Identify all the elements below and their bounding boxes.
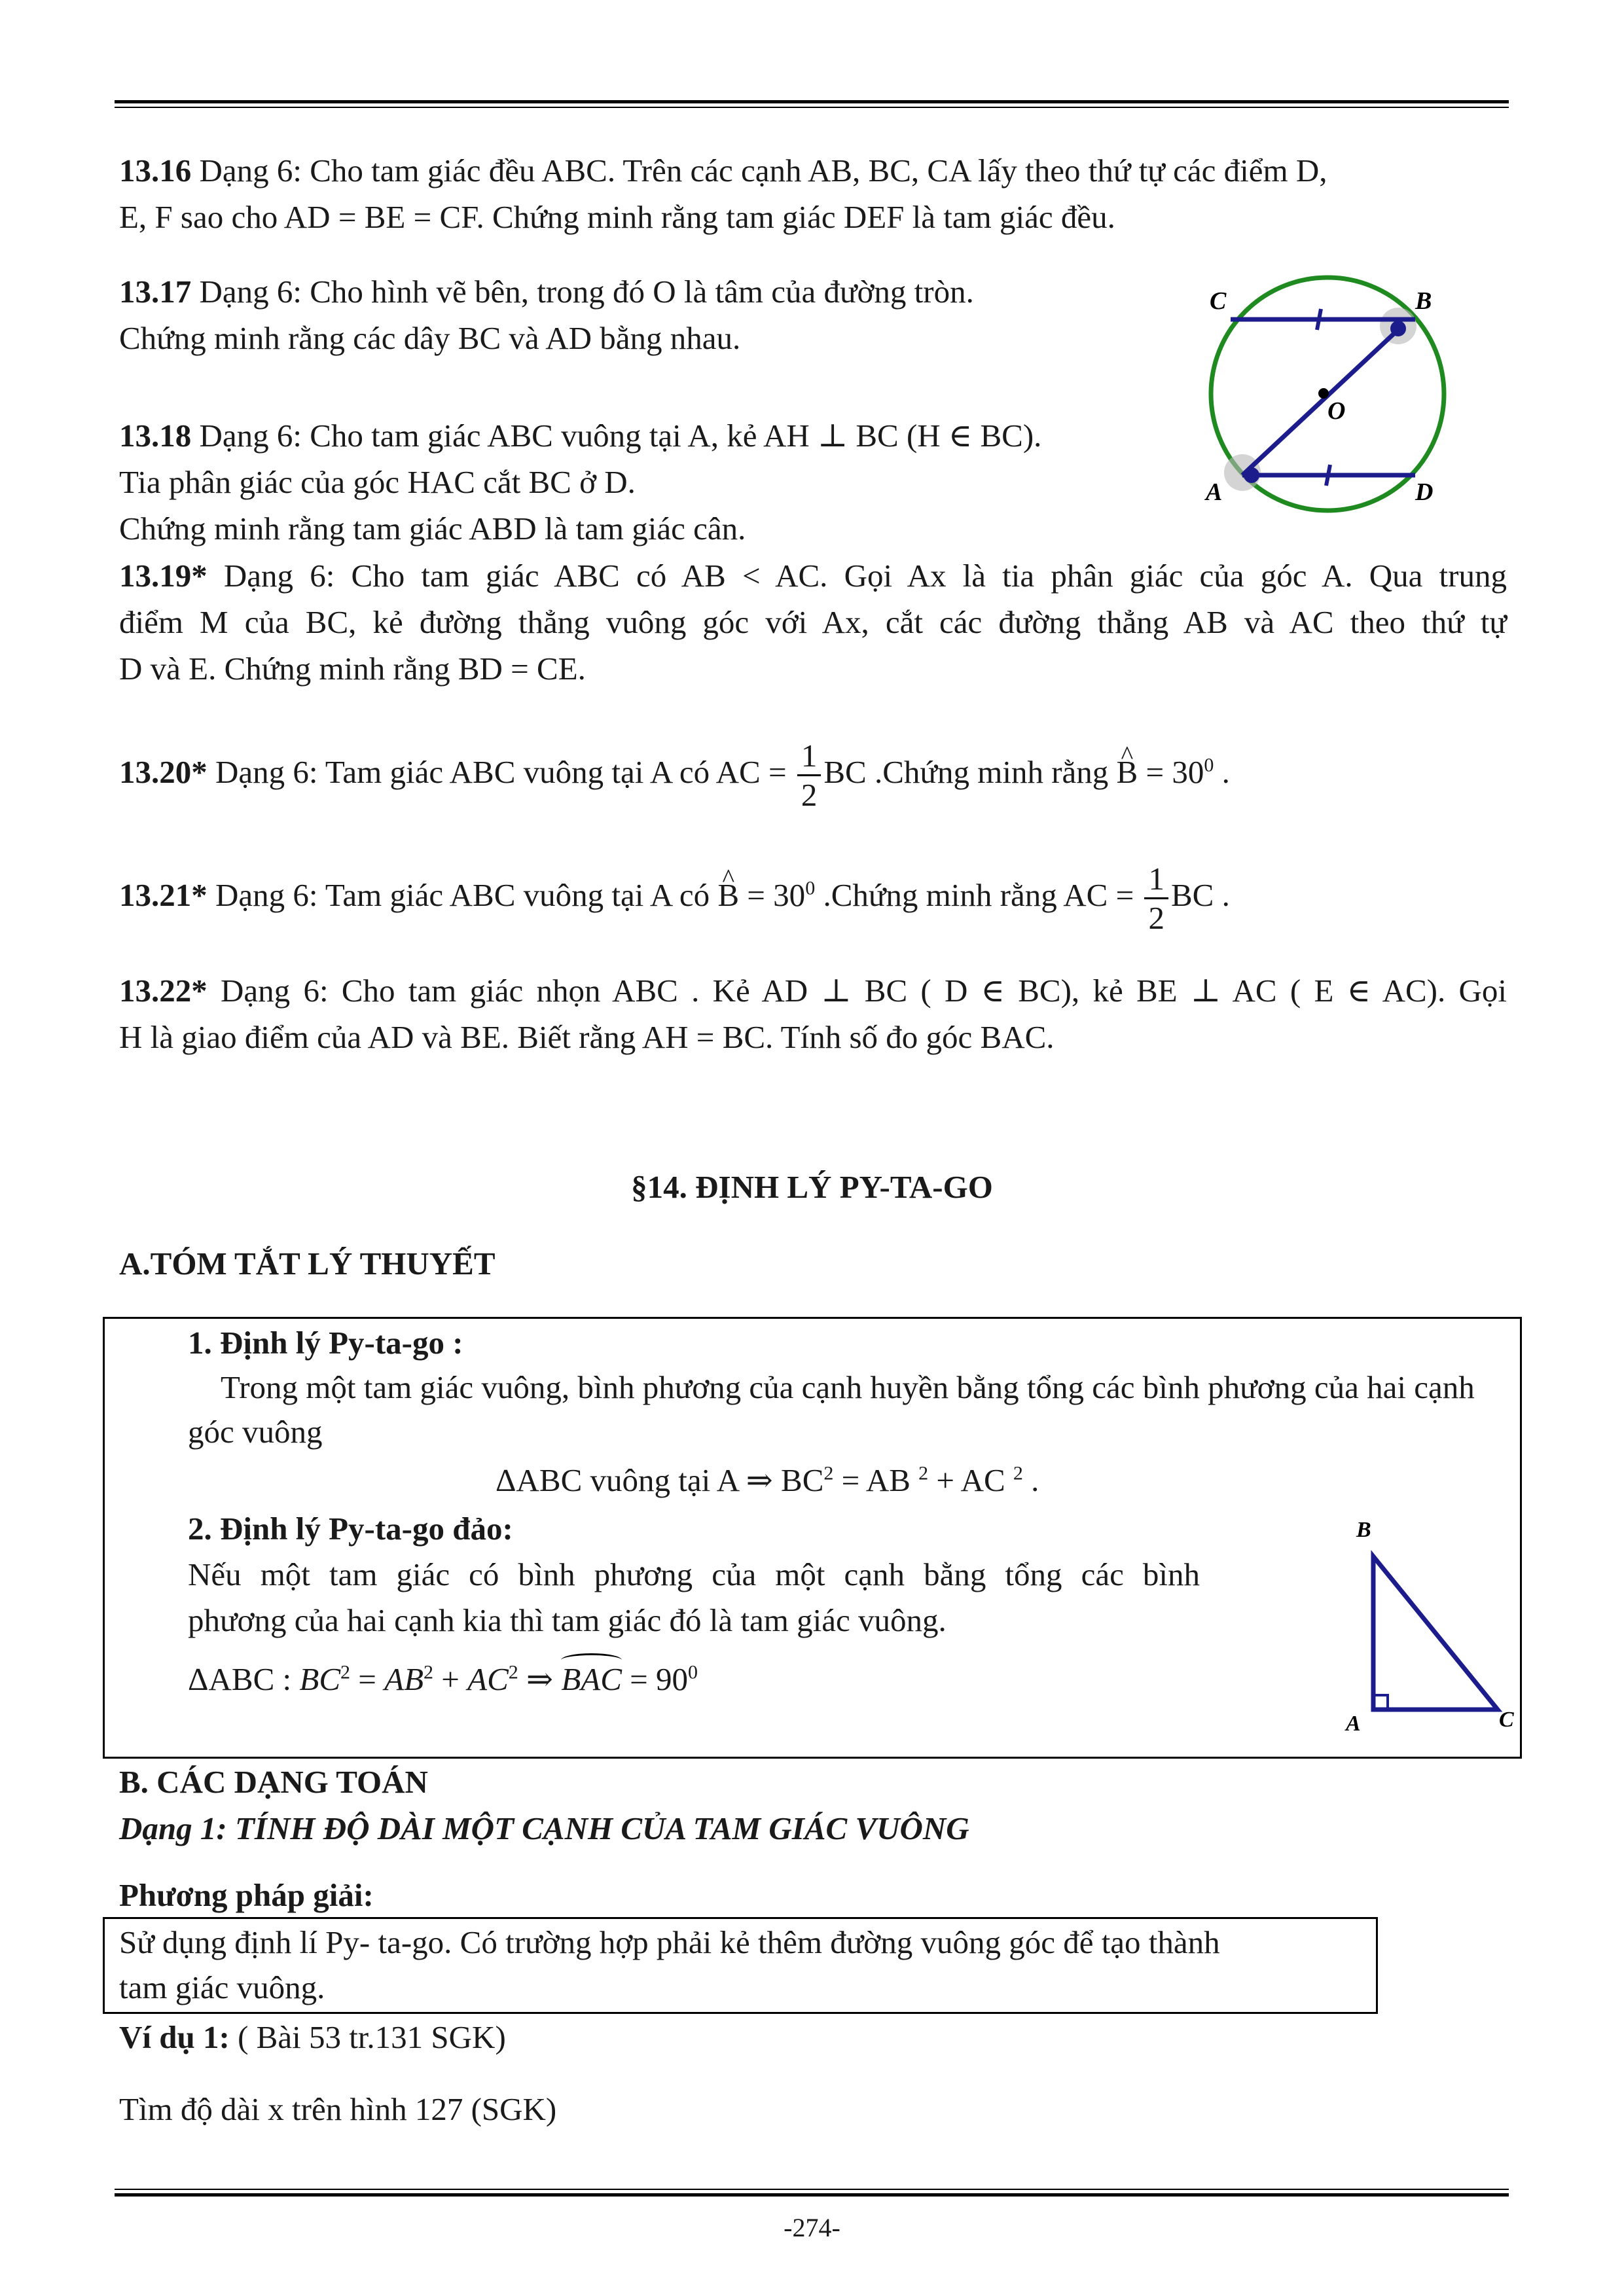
problem-13-16-line1 [119, 147, 1327, 194]
formula-arrow: ⇒ [518, 1661, 562, 1697]
exponent: 2 [918, 1462, 929, 1484]
triangle-abc [1373, 1556, 1498, 1710]
problem-text: Dạng 6: Cho hình vẽ bên, trong đó O là tâm của đường tròn. [191, 274, 974, 310]
problem-13-19-line1 [119, 552, 1507, 599]
problem-number: 13.21* [119, 876, 208, 913]
problem-13-21 [119, 863, 1230, 934]
angle-b: ^ B [717, 866, 739, 925]
problem-13-20 [119, 740, 1230, 811]
angle-b: ^ B [1117, 743, 1138, 802]
problem-13-18-line2: Tia phân giác của góc HAC cắt BC ở D. [119, 464, 636, 500]
header-rule-thin [115, 107, 1509, 108]
example-label: Ví dụ 1: [119, 2019, 230, 2055]
problem-number: 13.20* [119, 753, 208, 790]
problem-13-18-line3: Chứng minh rằng tam giác ABD là tam giác cân. [119, 511, 746, 547]
formula-text: = AB [833, 1462, 919, 1498]
exponent: 2 [508, 1661, 518, 1683]
problem-number: 13.19* [119, 558, 208, 594]
problem-number: 13.17 [119, 274, 192, 310]
formula-text: . [1022, 1462, 1039, 1498]
dang-1-heading: Dạng 1: TÍNH ĐỘ DÀI MỘT CẠNH CỦA TAM GIÁC VUÔNG [119, 1810, 969, 1846]
example-1 [119, 2014, 506, 2060]
label-c: C [1210, 287, 1227, 315]
formula-plus: + [433, 1661, 468, 1697]
problem-13-17-line2: Chứng minh rằng các dây BC và AD bằng nhau. [119, 320, 741, 356]
theorem-2-formula [188, 1656, 698, 1702]
label-o: O [1327, 397, 1346, 425]
theorem-1-title: 1. Định lý Py-ta-go : [188, 1325, 463, 1361]
problem-number: 13.22* [119, 973, 208, 1009]
right-triangle-figure [1335, 1512, 1532, 1741]
denominator: 2 [801, 777, 818, 813]
method-line1: Sử dụng định lí Py- ta-go. Có trường hợp phải kẻ thêm đường vuông góc để tạo thành [119, 1924, 1220, 1960]
theorem-2-text-line1: Nếu một tam giác có bình phương của một cạnh bằng tổng các bình [188, 1556, 1200, 1592]
footer-rule-thin [115, 2189, 1509, 2190]
part-a-heading: A.TÓM TẮT LÝ THUYẾT [119, 1246, 496, 1282]
fraction-half [797, 740, 821, 811]
problem-text: = 30 [1138, 753, 1204, 790]
formula-eq: = 90 [621, 1661, 689, 1697]
diameter-ab [1242, 327, 1401, 475]
formula-text: + AC [928, 1462, 1013, 1498]
method-line2: tam giác vuông. [119, 1969, 325, 2005]
problem-13-22-line1 [119, 967, 1507, 1014]
problem-text: BC . [1170, 876, 1230, 913]
label-b: B [1415, 287, 1432, 315]
tick-ad [1326, 465, 1330, 486]
problem-text: Dạng 6: Tam giác ABC vuông tại A có AC = [207, 753, 795, 790]
exponent: 2 [424, 1661, 434, 1683]
footer-rule-thick [115, 2193, 1509, 2197]
page-number: -274- [784, 2213, 840, 2242]
problem-13-16-line2: E, F sao cho AD = BE = CF. Chứng minh rằng tam giác DEF là tam giác đều. [119, 199, 1115, 235]
label-a: A [1346, 1712, 1361, 1736]
method-title: Phương pháp giải: [119, 1877, 374, 1913]
formula-text: ΔABC : [188, 1661, 300, 1697]
theorem-1-text-line2: góc vuông [188, 1414, 323, 1450]
point-b [1390, 321, 1406, 336]
problem-text: Dạng 6: Cho tam giác đều ABC. Trên các cạnh AB, BC, CA lấy theo thứ tự các điểm D, [191, 152, 1327, 188]
circle-figure [1204, 275, 1466, 517]
formula-bc: BC [299, 1661, 341, 1697]
point-a [1244, 467, 1259, 483]
formula-text: ΔABC vuông tại A ⇒ BC [496, 1462, 824, 1498]
degree: 0 [805, 877, 816, 899]
problem-13-18-line1 [119, 412, 1041, 459]
problem-13-22-line2: H là giao điểm của AD và BE. Biết rằng AH = BC. Tính số đo góc BAC. [119, 1019, 1055, 1055]
header-rule-thick [115, 100, 1509, 103]
label-b: B [1356, 1518, 1371, 1542]
problem-number: 13.16 [119, 152, 192, 188]
part-b-heading: B. CÁC DẠNG TOÁN [119, 1764, 428, 1800]
label-c: C [1499, 1708, 1514, 1732]
theorem-1-text-line1: Trong một tam giác vuông, bình phương của cạnh huyền bằng tổng các bình phương của hai cạnh [221, 1369, 1475, 1405]
formula-ab: AB [384, 1661, 424, 1697]
problem-text: . [1214, 753, 1230, 790]
formula-ac: AC [467, 1661, 509, 1697]
degree: 0 [1204, 754, 1214, 776]
section-title: §14. ĐỊNH LÝ PY-TA-GO [631, 1169, 993, 1205]
problem-text: Dạng 6: Cho tam giác ABC vuông tại A, kẻ AH ⊥ BC (H ∈ BC). [191, 418, 1042, 454]
degree: 0 [688, 1661, 698, 1683]
tick-cb [1317, 309, 1321, 330]
label-d: D [1415, 478, 1434, 506]
problem-text: Dạng 6: Tam giác ABC vuông tại A có [207, 876, 718, 913]
formula-eq: = [350, 1661, 385, 1697]
denominator: 2 [1148, 900, 1164, 936]
problem-13-19-line2: điểm M của BC, kẻ đường thẳng vuông góc với Ax, cắt các đường thẳng AB và AC theo thứ tự [119, 604, 1507, 640]
fraction-half [1144, 863, 1168, 934]
problem-13-17-line1 [119, 268, 974, 315]
theorem-1-formula [496, 1457, 1039, 1503]
problem-text: .Chứng minh rằng AC = [815, 876, 1142, 913]
problem-number: 13.18 [119, 418, 192, 454]
theorem-2-text-line2: phương của hai cạnh kia thì tam giác đó là tam giác vuông. [188, 1602, 947, 1638]
exponent: 2 [340, 1661, 351, 1683]
problem-text: Dạng 6: Cho tam giác nhọn ABC . Kẻ AD ⊥ BC ( D ∈ BC), kẻ BE ⊥ AC ( E ∈ AC). Gọi [207, 973, 1507, 1009]
example-text: Tìm độ dài x trên hình 127 (SGK) [119, 2091, 557, 2127]
angle-bac: BAC [561, 1656, 622, 1702]
problem-text: Dạng 6: Cho tam giác ABC có AB < AC. Gọi Ax là tia phân giác của góc A. Qua trung [207, 558, 1507, 594]
numerator: 1 [1144, 863, 1168, 899]
exponent: 2 [823, 1462, 834, 1484]
problem-13-19-line3: D và E. Chứng minh rằng BD = CE. [119, 651, 586, 687]
problem-text: BC .Chứng minh rằng [823, 753, 1117, 790]
theorem-2-title: 2. Định lý Py-ta-go đảo: [188, 1511, 513, 1547]
label-a: A [1206, 478, 1223, 506]
numerator: 1 [797, 740, 821, 776]
exponent: 2 [1013, 1462, 1023, 1484]
example-ref: ( Bài 53 tr.131 SGK) [229, 2019, 506, 2055]
problem-text: = 30 [739, 876, 806, 913]
